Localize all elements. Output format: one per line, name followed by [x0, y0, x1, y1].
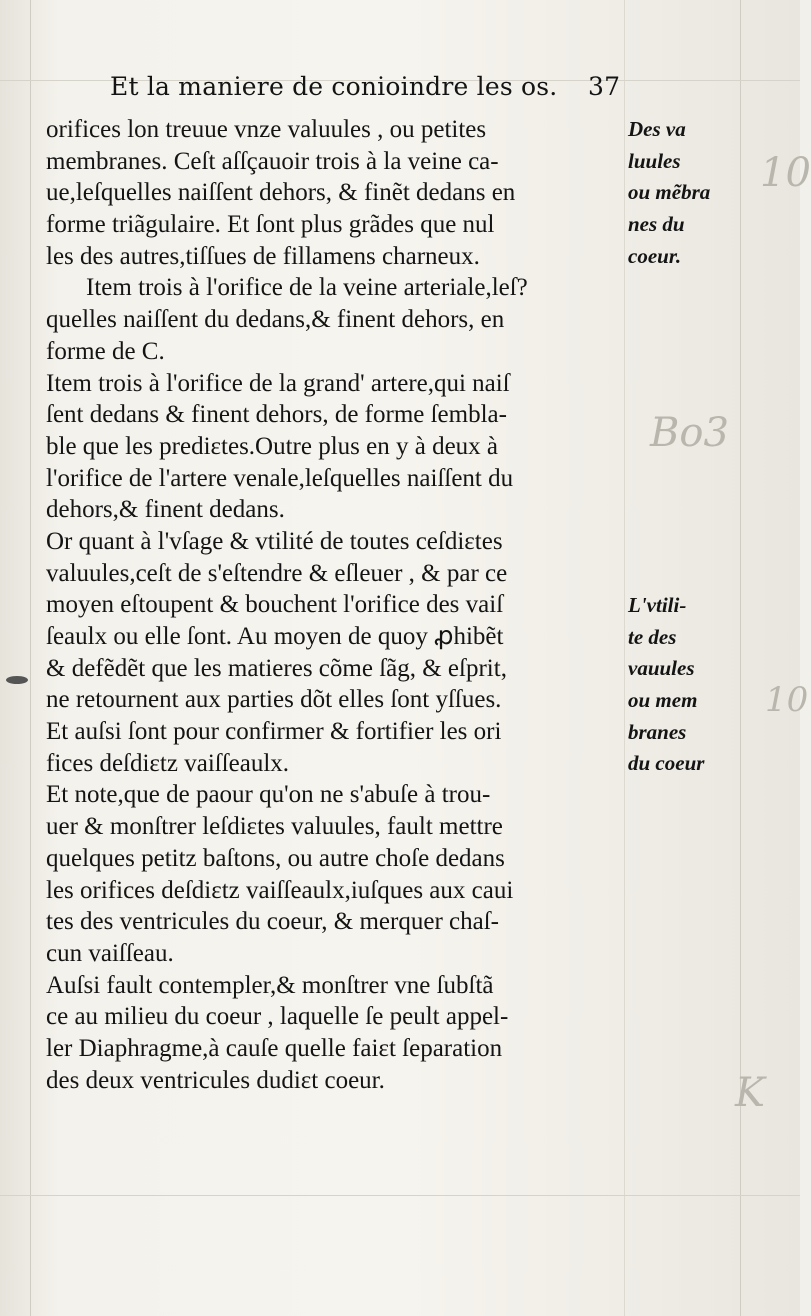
- text-line: moyen eſtoupent & bouchent l'orifice des vaiſ: [46, 591, 504, 619]
- margin-note-line: ou mẽbra: [628, 180, 711, 205]
- text-line: ble que les prediɛtes.Outre plus en y à deux à: [46, 432, 499, 460]
- text-line: dehors,& finent dedans.: [46, 496, 285, 524]
- margin-note-line: vauules: [628, 656, 695, 681]
- text-line: des deux ventricules dudiɛt coeur.: [46, 1066, 385, 1094]
- text-line: ler Diaphragme,à cauſe quelle faiɛt ſeparation: [46, 1034, 503, 1062]
- scan-rule: [0, 1195, 800, 1196]
- margin-note-line: coeur.: [628, 243, 682, 268]
- text-line: cun vaiſſeau.: [46, 939, 174, 967]
- margin-note-line: du coeur: [628, 751, 705, 776]
- text-line: Item trois à l'orifice de la veine arteriale,leſ?: [86, 274, 528, 302]
- running-title: Et la maniere de conioindre les os.: [110, 72, 558, 101]
- text-line: l'orifice de l'artere venale,leſquelles naiſſent du: [46, 464, 514, 492]
- text-line: & defẽdẽt que les matieres cõme ſãg, & eſprit,: [46, 654, 507, 682]
- margin-note-line: luules: [628, 148, 681, 173]
- text-line: les orifices deſdiɛtz vaiſſeaulx,iuſques aux caui: [46, 876, 514, 904]
- text-line: ce au milieu du coeur , laquelle ſe peult appel-: [46, 1003, 509, 1031]
- bleed-through-mark: K: [735, 1070, 765, 1116]
- bleed-through-mark: Bo3: [650, 410, 729, 456]
- margin-note-line: nes du: [628, 212, 685, 237]
- text-line: ſent dedans & finent dehors, de forme ſembla-: [46, 401, 507, 429]
- text-line: Item trois à l'orifice de la grand' artere,qui naiſ: [46, 369, 510, 397]
- text-line: forme triãgulaire. Et ſont plus grãdes que nul: [46, 211, 495, 239]
- text-line: membranes. Ceſt aſſçauoir trois à la veine ca-: [46, 147, 499, 175]
- text-line: Et auſsi ſont pour confirmer & fortifier les ori: [46, 718, 502, 746]
- scan-rule: [30, 0, 31, 1316]
- ink-smudge: [6, 676, 28, 684]
- text-line: les des autres,tiſſues de fillamens charneux.: [46, 242, 480, 270]
- text-line: ne retournent aux parties dõt elles ſont yſſues.: [46, 686, 502, 714]
- margin-note-line: L'vtili-: [628, 593, 687, 617]
- text-line: Auſsi fault contempler,& monſtrer vne ſubſtã: [46, 971, 494, 999]
- margin-note-valves: [628, 114, 778, 272]
- text-line: uer & monſtrer leſdiɛtes valuules, fault mettre: [46, 813, 503, 841]
- margin-note-line: ou mem: [628, 688, 698, 713]
- text-line: orifices lon treuue vnze valuules , ou petites: [46, 116, 487, 143]
- text-line: Or quant à l'vſage & vtilité de toutes ceſdiɛtes: [46, 527, 503, 555]
- text-line: tes des ventricules du coeur, & merquer chaſ-: [46, 908, 499, 936]
- text-line: valuules,ceſt de s'eſtendre & eſleuer , & par ce: [46, 559, 508, 587]
- margin-note-line: branes: [628, 719, 687, 744]
- text-line: forme de C.: [46, 337, 165, 365]
- margin-note-utility: [628, 590, 778, 780]
- text-line: fices deſdiɛtz vaiſſeaulx.: [46, 749, 290, 777]
- body-text: [46, 114, 626, 1096]
- text-line: Et note,que de paour qu'on ne s'abuſe à trou-: [46, 781, 491, 809]
- margin-note-line: Des va: [628, 117, 686, 141]
- text-line: quelques petitz baſtons, ou autre choſe dedans: [46, 844, 505, 872]
- page-number: 37: [588, 72, 621, 101]
- margin-note-line: te des: [628, 624, 677, 649]
- bleed-through-mark: 10: [760, 150, 811, 196]
- text-line: quelles naiſſent du dedans,& finent dehors, en: [46, 306, 505, 334]
- text-line: ſeaulx ou elle ſont. Au moyen de quoy ꝓhibẽt: [46, 623, 504, 650]
- bleed-through-mark: 10: [765, 680, 809, 720]
- text-line: ue,leſquelles naiſſent dehors, & finẽt dedans en: [46, 179, 516, 207]
